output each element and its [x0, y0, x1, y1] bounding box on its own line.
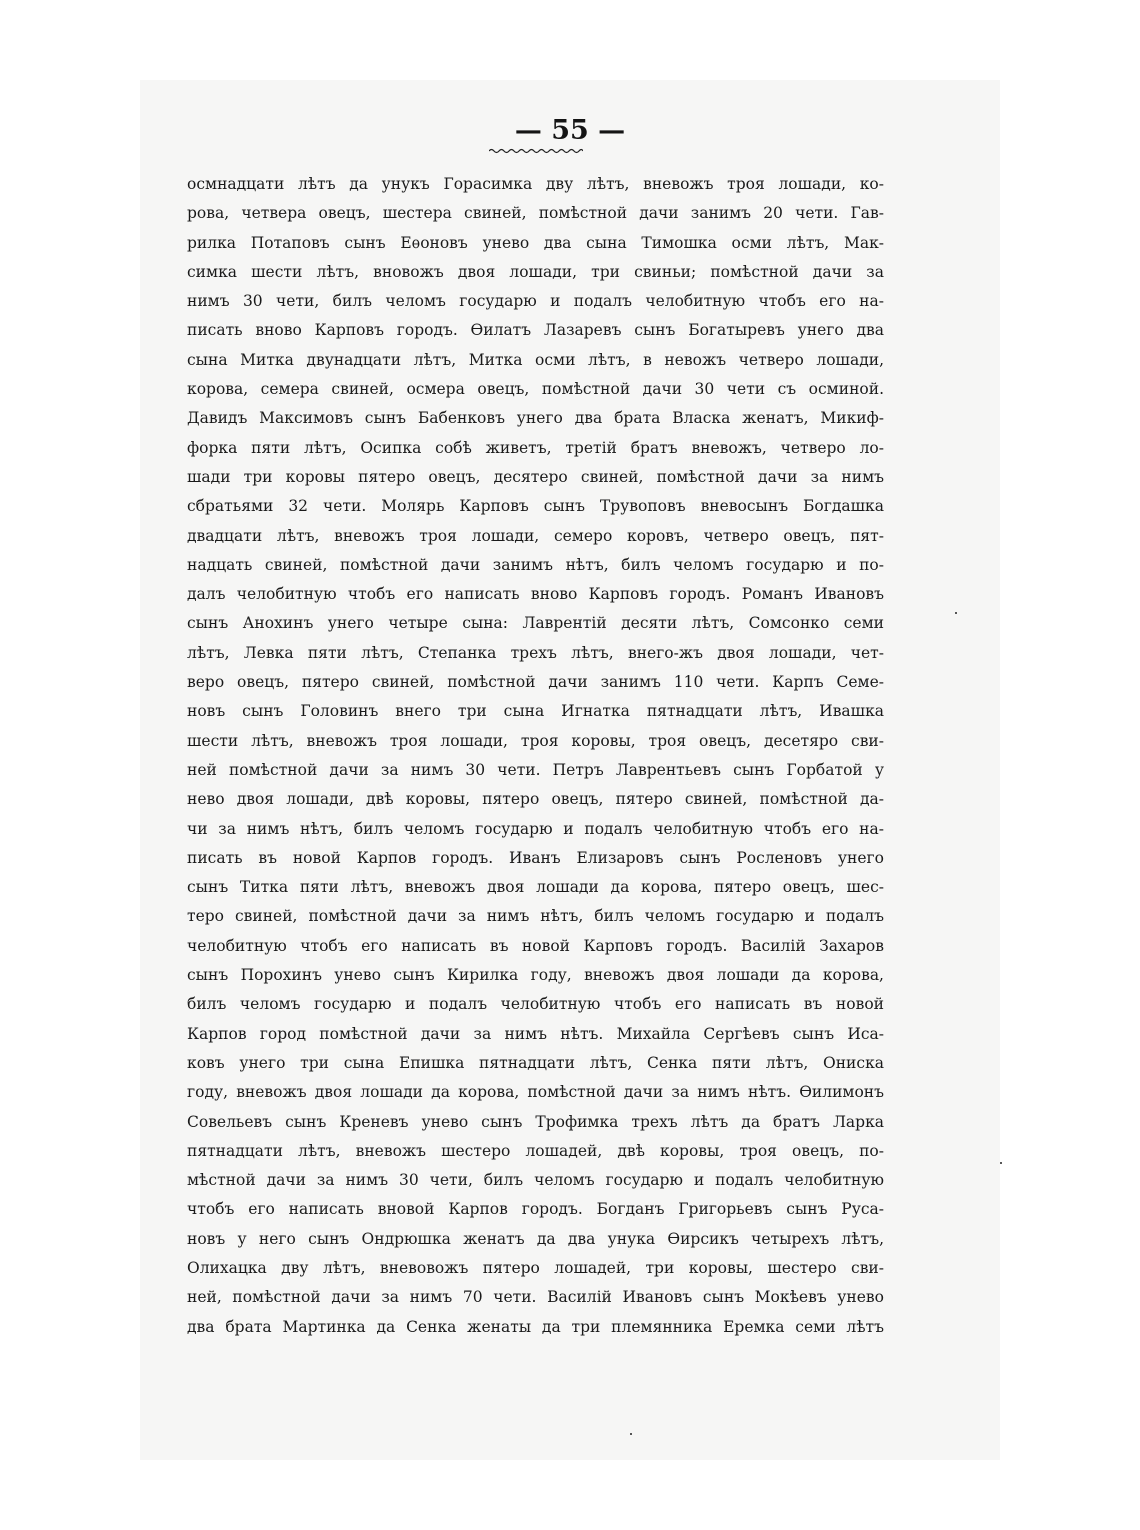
- text-line: далъ челобитную чтобъ его написать вново Карповъ городъ. Романъ Ивановъ: [187, 585, 884, 604]
- text-line: сынъ Титка пяти лѣтъ, вневожъ двоя лошади да корова, пятеро овецъ, шес-: [187, 878, 884, 897]
- print-speck: [955, 612, 957, 614]
- page-number: — 55 —: [514, 115, 626, 146]
- text-line: челобитную чтобъ его написать въ новой Карповъ городъ. Василій Захаров: [187, 936, 884, 955]
- text-line: чтобъ его написать вновой Карпов городъ. Богданъ Григорьевъ сынъ Руса-: [187, 1200, 884, 1219]
- text-line: новъ сынъ Головинъ внего три сына Игнатка пятнадцати лѣтъ, Ивашка: [187, 702, 884, 721]
- text-line: осмнадцати лѣтъ да унукъ Горасимка дву лѣтъ, вневожъ троя лошади, ко-: [187, 175, 884, 193]
- text-line: писать въ новой Карпов городъ. Иванъ Елизаровъ сынъ Росленовъ унего: [187, 848, 884, 867]
- text-line: билъ челомъ государю и подалъ челобитную чтобъ его написать въ новой: [187, 995, 884, 1014]
- text-line: шести лѣтъ, вневожъ троя лошади, троя коровы, троя овецъ, десетяро сви-: [187, 731, 884, 750]
- text-line: новъ у него сынъ Ондрюшка женатъ да два унука Ѳирсикъ четырехъ лѣтъ,: [187, 1229, 884, 1248]
- text-line: чи за нимъ нѣтъ, билъ челомъ государю и подалъ челобитную чтобъ его на-: [187, 819, 884, 838]
- text-line: сынъ Порохинъ унево сынъ Кирилка году, вневожъ двоя лошади да корова,: [187, 966, 884, 985]
- text-line: Совельевъ сынъ Креневъ унево сынъ Трофимка трехъ лѣтъ да братъ Ларка: [187, 1112, 884, 1131]
- print-speck: [1000, 1162, 1002, 1164]
- text-line: надцать свиней, помѣстной дачи занимъ нѣтъ, билъ челомъ государю и по-: [187, 555, 884, 574]
- text-line: ней, помѣстной дачи за нимъ 70 чети. Василій Ивановъ сынъ Мокѣевъ унево: [187, 1288, 884, 1307]
- text-line: году, вневожъ двоя лошади да корова, помѣстной дачи за нимъ нѣтъ. Ѳилимонъ: [187, 1083, 884, 1102]
- text-line: симка шести лѣтъ, вновожъ двоя лошади, три свиньи; помѣстной дачи за: [187, 262, 884, 281]
- text-line: рова, четвера овецъ, шестера свиней, помѣстной дачи занимъ 20 чети. Гав-: [187, 204, 884, 223]
- text-line: лѣтъ, Левка пяти лѣтъ, Степанка трехъ лѣтъ, внего-жъ двоя лошади, чет-: [187, 643, 884, 662]
- text-line: шади три коровы пятеро овецъ, десятеро свиней, помѣстной дачи за нимъ: [187, 467, 884, 486]
- text-line: сынъ Анохинъ унего четыре сына: Лаврентій десяти лѣтъ, Сомсонко семи: [187, 614, 884, 633]
- text-line: двадцати лѣтъ, вневожъ троя лошади, семеро коровъ, четверо овецъ, пят-: [187, 526, 884, 545]
- text-line: Олихацка дву лѣтъ, вневовожъ пятеро лошадей, три коровы, шестеро сви-: [187, 1258, 884, 1277]
- text-line: веро овецъ, пятеро свиней, помѣстной дачи занимъ 110 чети. Карпъ Семе-: [187, 673, 884, 692]
- text-line: ковъ унего три сына Епишка пятнадцати лѣтъ, Сенка пяти лѣтъ, Ониска: [187, 1053, 884, 1072]
- print-speck: [630, 1433, 632, 1435]
- text-line: Карпов город помѣстной дачи за нимъ нѣтъ. Михайла Сергѣевъ сынъ Иса-: [187, 1024, 884, 1043]
- text-line: форка пяти лѣтъ, Осипка собѣ живетъ, третій братъ вневожъ, четверо ло-: [187, 438, 884, 457]
- text-line: нимъ 30 чети, билъ челомъ государю и подалъ челобитную чтобъ его на-: [187, 292, 884, 311]
- text-line: корова, семера свиней, осмера овецъ, помѣстной дачи 30 чети съ осминой.: [187, 380, 884, 399]
- text-line: сына Митка двунадцати лѣтъ, Митка осми лѣтъ, в невожъ четверо лошади,: [187, 350, 884, 369]
- body-text: [187, 170, 884, 1342]
- text-line: теро свиней, помѣстной дачи за нимъ нѣтъ, билъ челомъ государю и подалъ: [187, 907, 884, 926]
- text-line: писать вново Карповъ городъ. Ѳилатъ Лазаревъ сынъ Богатыревъ унего два: [187, 321, 884, 340]
- decorative-wavy-rule: [489, 148, 583, 154]
- text-line: нево двоя лошади, двѣ коровы, пятеро овецъ, пятеро свиней, помѣстной да-: [187, 790, 884, 809]
- text-line: два брата Мартинка да Сенка женаты да три племянника Еремка семи лѣтъ: [187, 1317, 884, 1336]
- text-line: рилка Потаповъ сынъ Еѳоновъ унево два сына Тимошка осми лѣтъ, Мак-: [187, 233, 884, 252]
- text-line: Давидъ Максимовъ сынъ Бабенковъ унего два брата Власка женатъ, Микиф-: [187, 409, 884, 428]
- text-line: мѣстной дачи за нимъ 30 чети, билъ челомъ государю и подалъ челобитную: [187, 1171, 884, 1190]
- text-line: ней помѣстной дачи за нимъ 30 чети. Петръ Лаврентьевъ сынъ Горбатой у: [187, 760, 884, 779]
- text-line: сбратьями 32 чети. Молярь Карповъ сынъ Трувоповъ вневосынъ Богдашка: [187, 497, 884, 516]
- text-line: пятнадцати лѣтъ, вневожъ шестеро лошадей, двѣ коровы, троя овецъ, по-: [187, 1141, 884, 1160]
